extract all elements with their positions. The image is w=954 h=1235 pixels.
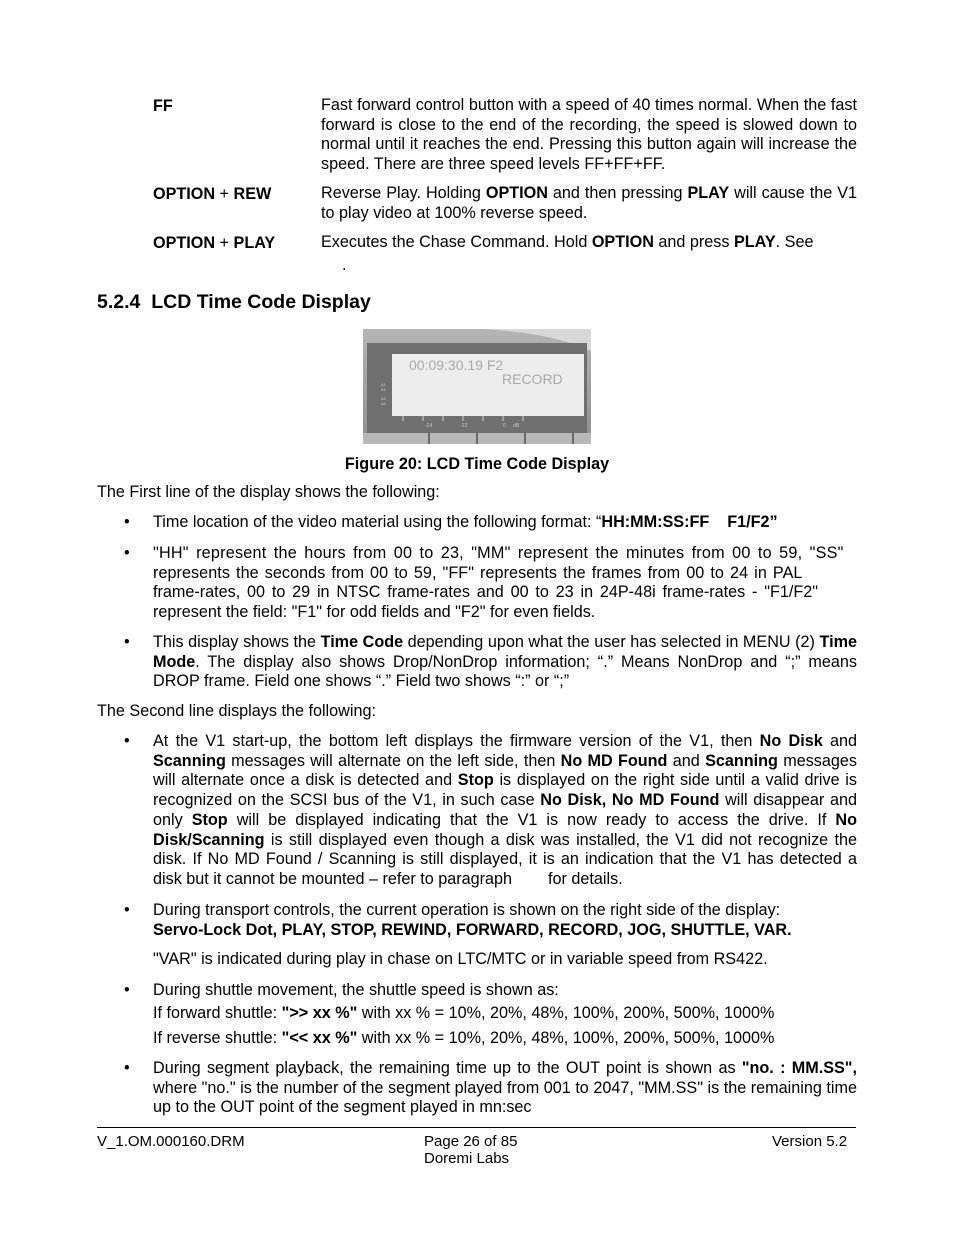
- first-bullet-ranges-line: frame-rates, 00 to 29 in NTSC frame-rates and 00 to 23 in 24P-48i frame-rates - "F1/F2": [153, 583, 818, 601]
- section-number: 5.2.4: [97, 291, 141, 313]
- second-line-intro: The Second line displays the following:: [97, 702, 376, 720]
- term-option-play: OPTION + PLAY: [153, 234, 276, 252]
- lcd-display-figure: [363, 329, 591, 444]
- figure-caption: Figure 20: LCD Time Code Display: [344, 455, 610, 473]
- section-title: LCD Time Code Display: [151, 291, 371, 313]
- channel-label-a3: A3: [381, 396, 386, 401]
- second-bullet-var-note: "VAR" is indicated during play in chase on LTC/MTC or in variable speed from RS422.: [153, 950, 768, 968]
- bullet-marker: •: [124, 732, 130, 750]
- bullet-marker: •: [124, 633, 130, 651]
- first-bullet-ranges-line: represent the field: "F1" for odd fields and "F2" for even fields.: [153, 603, 596, 621]
- definition-trailing-dot: .: [342, 256, 347, 274]
- bullet-marker: •: [124, 981, 130, 999]
- second-bullet-segment: During segment playback, the remaining time up to the OUT point is shown as "no. : MM.SS", where "no." is the number of the segment played from 001 to 2047, "MM.SS" is the remaining time up to the OUT point of the segment played in mn:sec: [153, 1059, 857, 1117]
- shuttle-reverse-line: If reverse shuttle: "<< xx %" with xx % = 10%, 20%, 48%, 100%, 200%, 500%, 1000%: [153, 1029, 775, 1047]
- lcd-display-image: [363, 329, 591, 444]
- channel-label-a4: A4: [381, 401, 386, 406]
- bullet-marker: •: [124, 513, 130, 531]
- first-bullet-timecode: This display shows the Time Code depending upon what the user has selected in MENU (2) Time Mode. The display also shows Drop/NonDrop information; “.” Means NonDrop and “;” means DROP frame. Field one shows “.” Field two shows “:” or “;”: [153, 633, 857, 691]
- footer-version: Version 5.2: [772, 1133, 848, 1150]
- definition-option-play: Executes the Chase Command. Hold OPTION and press PLAY. See: [321, 233, 814, 251]
- lcd-line1: 00:09:30.19 F2: [409, 357, 504, 373]
- first-line-intro: The First line of the display shows the following:: [97, 483, 440, 501]
- footer-doc-id: V_1.OM.000160.DRM: [97, 1133, 245, 1150]
- bullet-marker: •: [124, 1059, 130, 1077]
- meter-label-db: dB: [513, 423, 520, 429]
- shuttle-forward-line: If forward shuttle: ">> xx %" with xx % = 10%, 20%, 48%, 100%, 200%, 500%, 1000%: [153, 1004, 775, 1022]
- term-option-rew: OPTION + REW: [153, 185, 272, 203]
- channel-label-a1: A1: [381, 382, 386, 387]
- term-ff: FF: [153, 97, 173, 115]
- first-bullet-ranges-line: represents the seconds from 00 to 59, "FF" represents the frames from 00 to 24 in PAL: [153, 564, 803, 582]
- second-bullet-transport: During transport controls, the current operation is shown on the right side of the display: Servo-Lock Dot, PLAY, STOP, REWIND, FORWARD, RECORD, JOG, SHUTTLE, VAR.: [153, 901, 792, 939]
- lcd-line2: RECORD: [502, 371, 563, 387]
- bullet-marker: •: [124, 544, 130, 562]
- meter-label-zero: 0: [503, 423, 506, 429]
- second-bullet-startup: At the V1 start-up, the bottom left displays the firmware version of the V1, then No Disk and Scanning messages will alternate on the left side, then No MD Found and Scanning messages will alternate once a disk is detected and Stop is displayed on the right side until a valid drive is recognized on the SCSI bus of the V1, in such case No Disk, No MD Found will disappear and only Stop will be displayed indicating that the V1 is now ready to access the drive. If No Disk/Scanning is still displayed even though a disk was installed, the V1 did not recognize the disk. If No MD Found / Scanning is still displayed, it is an indication that the V1 has detected a disk but it cannot be mounted – refer to paragraph for details.: [153, 732, 862, 888]
- meter-label-minus24: -24: [425, 423, 433, 429]
- footer-page-number: Page 26 of 85: [424, 1133, 518, 1150]
- channel-label-a2: A2: [381, 387, 386, 392]
- second-bullet-shuttle: During shuttle movement, the shuttle speed is shown as:: [153, 981, 559, 999]
- first-bullet-format: Time location of the video material using the following format: “HH:MM:SS:FF F1/F2”: [153, 513, 778, 531]
- first-bullet-ranges-line: "HH" represent the hours from 00 to 23, "MM" represent the minutes from 00 to 59, "SS": [153, 544, 844, 562]
- footer-divider: [97, 1127, 856, 1128]
- meter-label-minus12: -12: [460, 423, 468, 429]
- section-heading: [97, 291, 371, 314]
- footer-company: Doremi Labs: [424, 1150, 510, 1167]
- definition-option-rew: Reverse Play. Holding OPTION and then pressing PLAY will cause the V1 to play video at 100% reverse speed.: [321, 184, 858, 222]
- definition-ff: Fast forward control button with a speed of 40 times normal. When the fast forward is close to the end of the recording, the speed is slowed down to normal until it reaches the end. Pressing this button again will increase the speed. There are three speed levels FF+FF+FF.: [321, 96, 857, 173]
- bullet-marker: •: [124, 901, 130, 919]
